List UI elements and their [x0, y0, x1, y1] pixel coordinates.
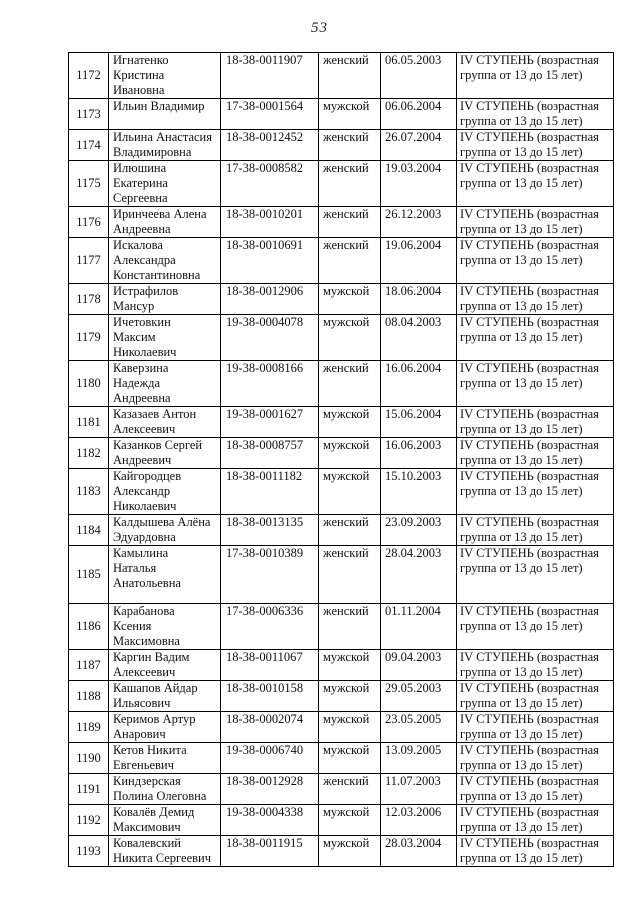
- participant-name: [109, 161, 221, 207]
- participant-name: [109, 546, 221, 604]
- table-row: [69, 681, 614, 712]
- participant-name: [109, 438, 221, 469]
- name-line: Александра: [113, 253, 176, 267]
- participant-name: [109, 604, 221, 650]
- stage-group: [457, 284, 614, 315]
- name-line: Ильясович: [113, 696, 171, 710]
- name-line: Наталья: [113, 561, 157, 575]
- stage-group: [457, 774, 614, 805]
- participant-id: 17-38-0006336: [221, 604, 319, 650]
- participant-id: 18-38-0011067: [221, 650, 319, 681]
- name-line: Ивановна: [113, 83, 165, 97]
- stage-line: группа от 13 до 15 лет): [460, 758, 583, 772]
- row-number: 1189: [69, 712, 109, 743]
- participant-name: [109, 650, 221, 681]
- page-number: 53: [311, 20, 328, 36]
- name-line: Максимович: [113, 820, 181, 834]
- row-number: 1185: [69, 546, 109, 604]
- participant-id: 18-38-0008757: [221, 438, 319, 469]
- name-line: Киндзерская: [113, 774, 181, 788]
- participant-sex: женский: [319, 207, 381, 238]
- name-line: Кристина: [113, 68, 165, 82]
- participant-id: 18-38-0011182: [221, 469, 319, 515]
- stage-line: IV СТУПЕНЬ (возрастная: [460, 407, 599, 421]
- birth-date: 15.06.2004: [381, 407, 457, 438]
- participant-name: [109, 207, 221, 238]
- name-line: Ильин Владимир: [113, 99, 205, 113]
- row-number: 1177: [69, 238, 109, 284]
- name-line: Казанков Сергей: [113, 438, 203, 452]
- name-line: Калдышева Алёна: [113, 515, 211, 529]
- row-number: 1188: [69, 681, 109, 712]
- name-line: Анатольевна: [113, 576, 181, 590]
- participant-sex: мужской: [319, 407, 381, 438]
- row-number: 1182: [69, 438, 109, 469]
- stage-line: IV СТУПЕНЬ (возрастная: [460, 361, 599, 375]
- stage-line: IV СТУПЕНЬ (возрастная: [460, 315, 599, 329]
- stage-group: [457, 743, 614, 774]
- name-line: Мансур: [113, 299, 155, 313]
- stage-line: группа от 13 до 15 лет): [460, 696, 583, 710]
- stage-line: IV СТУПЕНЬ (возрастная: [460, 130, 599, 144]
- participant-name: [109, 99, 221, 130]
- stage-line: IV СТУПЕНЬ (возрастная: [460, 284, 599, 298]
- birth-date: 11.07.2003: [381, 774, 457, 805]
- participant-name: [109, 130, 221, 161]
- stage-group: [457, 407, 614, 438]
- birth-date: 19.06.2004: [381, 238, 457, 284]
- participant-sex: мужской: [319, 743, 381, 774]
- participant-name: [109, 774, 221, 805]
- name-line: Кетов Никита: [113, 743, 187, 757]
- row-number: 1181: [69, 407, 109, 438]
- participant-id: 18-38-0011907: [221, 53, 319, 99]
- table-row: [69, 774, 614, 805]
- stage-group: [457, 604, 614, 650]
- name-line: Ильина Анастасия: [113, 130, 212, 144]
- stage-line: IV СТУПЕНЬ (возрастная: [460, 836, 599, 850]
- participant-sex: женский: [319, 774, 381, 805]
- stage-line: IV СТУПЕНЬ (возрастная: [460, 207, 599, 221]
- participant-sex: женский: [319, 161, 381, 207]
- table-row: [69, 515, 614, 546]
- participant-id: 18-38-0012928: [221, 774, 319, 805]
- table-row: [69, 650, 614, 681]
- row-number: 1193: [69, 836, 109, 867]
- stage-group: [457, 99, 614, 130]
- stage-group: [457, 238, 614, 284]
- participant-name: [109, 681, 221, 712]
- name-line: Иринчеева Алена: [113, 207, 207, 221]
- row-number: 1184: [69, 515, 109, 546]
- table-row: [69, 161, 614, 207]
- stage-line: IV СТУПЕНЬ (возрастная: [460, 515, 599, 529]
- stage-line: IV СТУПЕНЬ (возрастная: [460, 604, 599, 618]
- stage-line: группа от 13 до 15 лет): [460, 68, 583, 82]
- name-line: Илюшина: [113, 161, 167, 175]
- stage-group: [457, 53, 614, 99]
- participant-id: 18-38-0010201: [221, 207, 319, 238]
- name-line: Владимировна: [113, 145, 192, 159]
- row-number: 1178: [69, 284, 109, 315]
- birth-date: 01.11.2004: [381, 604, 457, 650]
- stage-line: IV СТУПЕНЬ (возрастная: [460, 650, 599, 664]
- birth-date: 29.05.2003: [381, 681, 457, 712]
- stage-line: IV СТУПЕНЬ (возрастная: [460, 53, 599, 67]
- stage-line: группа от 13 до 15 лет): [460, 665, 583, 679]
- participant-sex: мужской: [319, 836, 381, 867]
- stage-line: группа от 13 до 15 лет): [460, 484, 583, 498]
- stage-group: [457, 650, 614, 681]
- row-number: 1174: [69, 130, 109, 161]
- stage-group: [457, 469, 614, 515]
- stage-group: [457, 515, 614, 546]
- birth-date: 12.03.2006: [381, 805, 457, 836]
- birth-date: 16.06.2004: [381, 361, 457, 407]
- name-line: Николаевич: [113, 499, 177, 513]
- stage-line: IV СТУПЕНЬ (возрастная: [460, 546, 599, 560]
- participant-sex: женский: [319, 361, 381, 407]
- participant-id: 19-38-0001627: [221, 407, 319, 438]
- birth-date: 23.09.2003: [381, 515, 457, 546]
- participant-name: [109, 805, 221, 836]
- participant-id: 19-38-0008166: [221, 361, 319, 407]
- stage-group: [457, 805, 614, 836]
- row-number: 1191: [69, 774, 109, 805]
- table-row: [69, 546, 614, 604]
- participant-sex: женский: [319, 546, 381, 604]
- stage-group: [457, 836, 614, 867]
- stage-line: группа от 13 до 15 лет): [460, 299, 583, 313]
- name-line: Андреевна: [113, 222, 171, 236]
- stage-line: группа от 13 до 15 лет): [460, 727, 583, 741]
- name-line: Евгеньевич: [113, 758, 174, 772]
- stage-line: IV СТУПЕНЬ (возрастная: [460, 99, 599, 113]
- participant-id: 17-38-0001564: [221, 99, 319, 130]
- participant-id: 17-38-0008582: [221, 161, 319, 207]
- name-line: Сергеевна: [113, 191, 168, 205]
- participant-id: 18-38-0012452: [221, 130, 319, 161]
- table-row: [69, 438, 614, 469]
- participant-name: [109, 836, 221, 867]
- table-row: [69, 712, 614, 743]
- stage-line: группа от 13 до 15 лет): [460, 820, 583, 834]
- table-row: [69, 469, 614, 515]
- name-line: Ковалевский: [113, 836, 181, 850]
- participant-sex: мужской: [319, 284, 381, 315]
- stage-group: [457, 361, 614, 407]
- name-line: Андреевич: [113, 453, 172, 467]
- participant-sex: мужской: [319, 650, 381, 681]
- birth-date: 09.04.2003: [381, 650, 457, 681]
- name-line: Карабанова: [113, 604, 175, 618]
- participant-name: [109, 515, 221, 546]
- name-line: Максим: [113, 330, 156, 344]
- participant-sex: женский: [319, 515, 381, 546]
- table-row: [69, 284, 614, 315]
- table-row: [69, 836, 614, 867]
- participant-id: 18-38-0011915: [221, 836, 319, 867]
- participant-id: 18-38-0010691: [221, 238, 319, 284]
- stage-line: IV СТУПЕНЬ (возрастная: [460, 712, 599, 726]
- participant-name: [109, 53, 221, 99]
- name-line: Казазаев Антон: [113, 407, 197, 421]
- name-line: Камылина: [113, 546, 169, 560]
- stage-line: IV СТУПЕНЬ (возрастная: [460, 469, 599, 483]
- birth-date: 06.05.2003: [381, 53, 457, 99]
- participant-name: [109, 743, 221, 774]
- table-row: [69, 238, 614, 284]
- row-number: 1172: [69, 53, 109, 99]
- birth-date: 06.06.2004: [381, 99, 457, 130]
- participant-sex: женский: [319, 604, 381, 650]
- stage-line: группа от 13 до 15 лет): [460, 422, 583, 436]
- participant-sex: женский: [319, 53, 381, 99]
- stage-group: [457, 681, 614, 712]
- name-line: Искалова: [113, 238, 163, 252]
- name-line: Александр: [113, 484, 171, 498]
- table-row: [69, 604, 614, 650]
- stage-line: IV СТУПЕНЬ (возрастная: [460, 805, 599, 819]
- stage-line: группа от 13 до 15 лет): [460, 851, 583, 865]
- participant-name: [109, 361, 221, 407]
- table-row: [69, 207, 614, 238]
- name-line: Алексеевич: [113, 422, 176, 436]
- name-line: Эдуардовна: [113, 530, 176, 544]
- birth-date: 13.09.2005: [381, 743, 457, 774]
- participant-sex: мужской: [319, 681, 381, 712]
- stage-group: [457, 207, 614, 238]
- name-line: Никита Сергеевич: [113, 851, 211, 865]
- birth-date: 28.04.2003: [381, 546, 457, 604]
- table-row: [69, 361, 614, 407]
- row-number: 1186: [69, 604, 109, 650]
- name-line: Каверзина: [113, 361, 169, 375]
- table-row: [69, 315, 614, 361]
- name-line: Керимов Артур: [113, 712, 196, 726]
- participant-sex: мужской: [319, 712, 381, 743]
- row-number: 1173: [69, 99, 109, 130]
- name-line: Каргин Вадим: [113, 650, 190, 664]
- stage-line: группа от 13 до 15 лет): [460, 789, 583, 803]
- stage-line: группа от 13 до 15 лет): [460, 253, 583, 267]
- participant-name: [109, 712, 221, 743]
- name-line: Николаевич: [113, 345, 177, 359]
- name-line: Полина Олеговна: [113, 789, 207, 803]
- row-number: 1192: [69, 805, 109, 836]
- participant-sex: мужской: [319, 315, 381, 361]
- stage-line: IV СТУПЕНЬ (возрастная: [460, 774, 599, 788]
- birth-date: 23.05.2005: [381, 712, 457, 743]
- participant-id: 19-38-0004338: [221, 805, 319, 836]
- table-row: [69, 743, 614, 774]
- name-line: Константиновна: [113, 268, 201, 282]
- stage-line: группа от 13 до 15 лет): [460, 453, 583, 467]
- participant-id: 19-38-0004078: [221, 315, 319, 361]
- birth-date: 15.10.2003: [381, 469, 457, 515]
- stage-line: группа от 13 до 15 лет): [460, 222, 583, 236]
- name-line: Андреевна: [113, 391, 171, 405]
- birth-date: 26.12.2003: [381, 207, 457, 238]
- stage-group: [457, 161, 614, 207]
- stage-group: [457, 130, 614, 161]
- row-number: 1187: [69, 650, 109, 681]
- row-number: 1175: [69, 161, 109, 207]
- stage-group: [457, 546, 614, 604]
- name-line: Истрафилов: [113, 284, 179, 298]
- participant-sex: мужской: [319, 99, 381, 130]
- participant-id: 17-38-0010389: [221, 546, 319, 604]
- stage-line: группа от 13 до 15 лет): [460, 619, 583, 633]
- participant-sex: мужской: [319, 438, 381, 469]
- birth-date: 08.04.2003: [381, 315, 457, 361]
- name-line: Ксения: [113, 619, 152, 633]
- participant-sex: женский: [319, 130, 381, 161]
- participant-sex: женский: [319, 238, 381, 284]
- stage-line: группа от 13 до 15 лет): [460, 376, 583, 390]
- participant-id: 18-38-0002074: [221, 712, 319, 743]
- participant-id: 18-38-0013135: [221, 515, 319, 546]
- participant-id: 18-38-0012906: [221, 284, 319, 315]
- row-number: 1180: [69, 361, 109, 407]
- stage-line: группа от 13 до 15 лет): [460, 114, 583, 128]
- row-number: 1176: [69, 207, 109, 238]
- birth-date: 16.06.2003: [381, 438, 457, 469]
- stage-group: [457, 438, 614, 469]
- participant-name: [109, 284, 221, 315]
- table-body: [69, 53, 614, 867]
- stage-line: группа от 13 до 15 лет): [460, 561, 583, 575]
- name-line: Кайгородцев: [113, 469, 182, 483]
- stage-group: [457, 315, 614, 361]
- stage-line: IV СТУПЕНЬ (возрастная: [460, 238, 599, 252]
- participant-name: [109, 407, 221, 438]
- stage-line: группа от 13 до 15 лет): [460, 530, 583, 544]
- name-line: Ковалёв Демид: [113, 805, 195, 819]
- participant-id: 19-38-0006740: [221, 743, 319, 774]
- name-line: Надежда: [113, 376, 161, 390]
- participants-table: [68, 52, 614, 867]
- birth-date: 28.03.2004: [381, 836, 457, 867]
- birth-date: 19.03.2004: [381, 161, 457, 207]
- stage-line: группа от 13 до 15 лет): [460, 176, 583, 190]
- table-row: [69, 130, 614, 161]
- stage-line: группа от 13 до 15 лет): [460, 145, 583, 159]
- participant-id: 18-38-0010158: [221, 681, 319, 712]
- name-line: Ичетовкин: [113, 315, 171, 329]
- name-line: Алексеевич: [113, 665, 176, 679]
- stage-line: IV СТУПЕНЬ (возрастная: [460, 161, 599, 175]
- name-line: Игнатенко: [113, 53, 169, 67]
- stage-line: IV СТУПЕНЬ (возрастная: [460, 743, 599, 757]
- name-line: Максимовна: [113, 634, 180, 648]
- stage-line: IV СТУПЕНЬ (возрастная: [460, 681, 599, 695]
- stage-line: группа от 13 до 15 лет): [460, 330, 583, 344]
- name-line: Кашапов Айдар: [113, 681, 198, 695]
- row-number: 1179: [69, 315, 109, 361]
- name-line: Екатерина: [113, 176, 168, 190]
- row-number: 1190: [69, 743, 109, 774]
- participant-name: [109, 315, 221, 361]
- row-number: 1183: [69, 469, 109, 515]
- stage-line: IV СТУПЕНЬ (возрастная: [460, 438, 599, 452]
- table-row: [69, 407, 614, 438]
- stage-group: [457, 712, 614, 743]
- participant-sex: мужской: [319, 805, 381, 836]
- participant-name: [109, 469, 221, 515]
- birth-date: 26.07.2004: [381, 130, 457, 161]
- table-row: [69, 805, 614, 836]
- name-line: Анарович: [113, 727, 166, 741]
- birth-date: 18.06.2004: [381, 284, 457, 315]
- table-row: [69, 53, 614, 99]
- participant-name: [109, 238, 221, 284]
- table-row: [69, 99, 614, 130]
- participant-sex: мужской: [319, 469, 381, 515]
